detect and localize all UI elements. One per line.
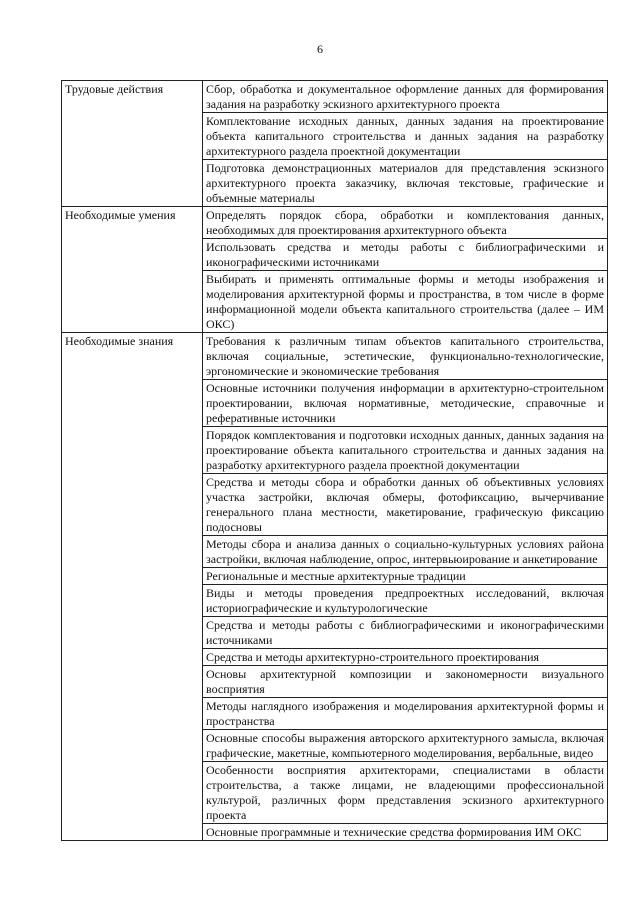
table-cell: Выбирать и применять оптимальные формы и методы изображения и моделирования архитектурной формы и пространства, в том числе в форме информационной модели объекта капитального строительства (далее – ИМ ОКС)	[203, 271, 608, 333]
section-label-labor-actions: Трудовые действия	[62, 81, 203, 207]
table-cell: Основные способы выражения авторского архитектурного замысла, включая графические, макетные, компьютерного моделирования, вербальные, видео	[203, 730, 608, 762]
table-cell: Особенности восприятия архитекторами, специалистами в области строительства, а также лицами, не владеющими профессиональной культурой, различных форм представления эскизного архитектурного проекта	[203, 762, 608, 824]
section-label-required-knowledge: Необходимые знания	[62, 333, 203, 841]
table-cell: Региональные и местные архитектурные традиции	[203, 568, 608, 585]
table-cell: Виды и методы проведения предпроектных исследований, включая историографические и культурологические	[203, 585, 608, 617]
page-number: 6	[317, 42, 323, 56]
table-row	[62, 81, 608, 113]
table-cell: Определять порядок сбора, обработки и комплектования данных, необходимых для проектирования архитектурного объекта	[203, 207, 608, 239]
table-cell: Подготовка демонстрационных материалов для представления эскизного архитектурного проекта заказчику, включая текстовые, графические и объемные материалы	[203, 160, 608, 207]
section-label-required-skills: Необходимые умения	[62, 207, 203, 333]
table-cell: Методы сбора и анализа данных о социально-культурных условиях района застройки, включая наблюдение, опрос, интервьюирование и анкетирование	[203, 536, 608, 568]
table-cell: Требования к различным типам объектов капитального строительства, включая социальные, эстетические, функционально-технологические, эргономические и экономические требования	[203, 333, 608, 380]
table-cell: Средства и методы сбора и обработки данных об объективных условиях участка застройки, включая обмеры, фотофиксацию, вычерчивание генерального плана местности, макетирование, графическую фиксацию подосновы	[203, 474, 608, 536]
table-cell: Средства и методы работы с библиографическими и иконографическими источниками	[203, 617, 608, 649]
table-row	[62, 207, 608, 239]
table-row	[62, 333, 608, 380]
table-cell: Основные источники получения информации в архитектурно-строительном проектировании, включая нормативные, методические, справочные и реферативные источники	[203, 380, 608, 427]
table-cell: Методы наглядного изображения и моделирования архитектурной формы и пространства	[203, 698, 608, 730]
qualification-table	[61, 80, 608, 841]
table-cell: Основы архитектурной композиции и закономерности визуального восприятия	[203, 666, 608, 698]
table-cell: Использовать средства и методы работы с библиографическими и иконографическими источниками	[203, 239, 608, 271]
table-cell: Средства и методы архитектурно-строительного проектирования	[203, 649, 608, 666]
table-cell: Комплектование исходных данных, данных задания на проектирование объекта капитального строительства и данных задания на разработку архитектурного раздела проектной документации	[203, 113, 608, 160]
table-cell: Основные программные и технические средства формирования ИМ ОКС	[203, 824, 608, 841]
table-cell: Сбор, обработка и документальное оформление данных для формирования задания на разработку эскизного архитектурного проекта	[203, 81, 608, 113]
table-cell: Порядок комплектования и подготовки исходных данных, данных задания на проектирование объекта капитального строительства и данных задания на разработку архитектурного раздела проектной документации	[203, 427, 608, 474]
